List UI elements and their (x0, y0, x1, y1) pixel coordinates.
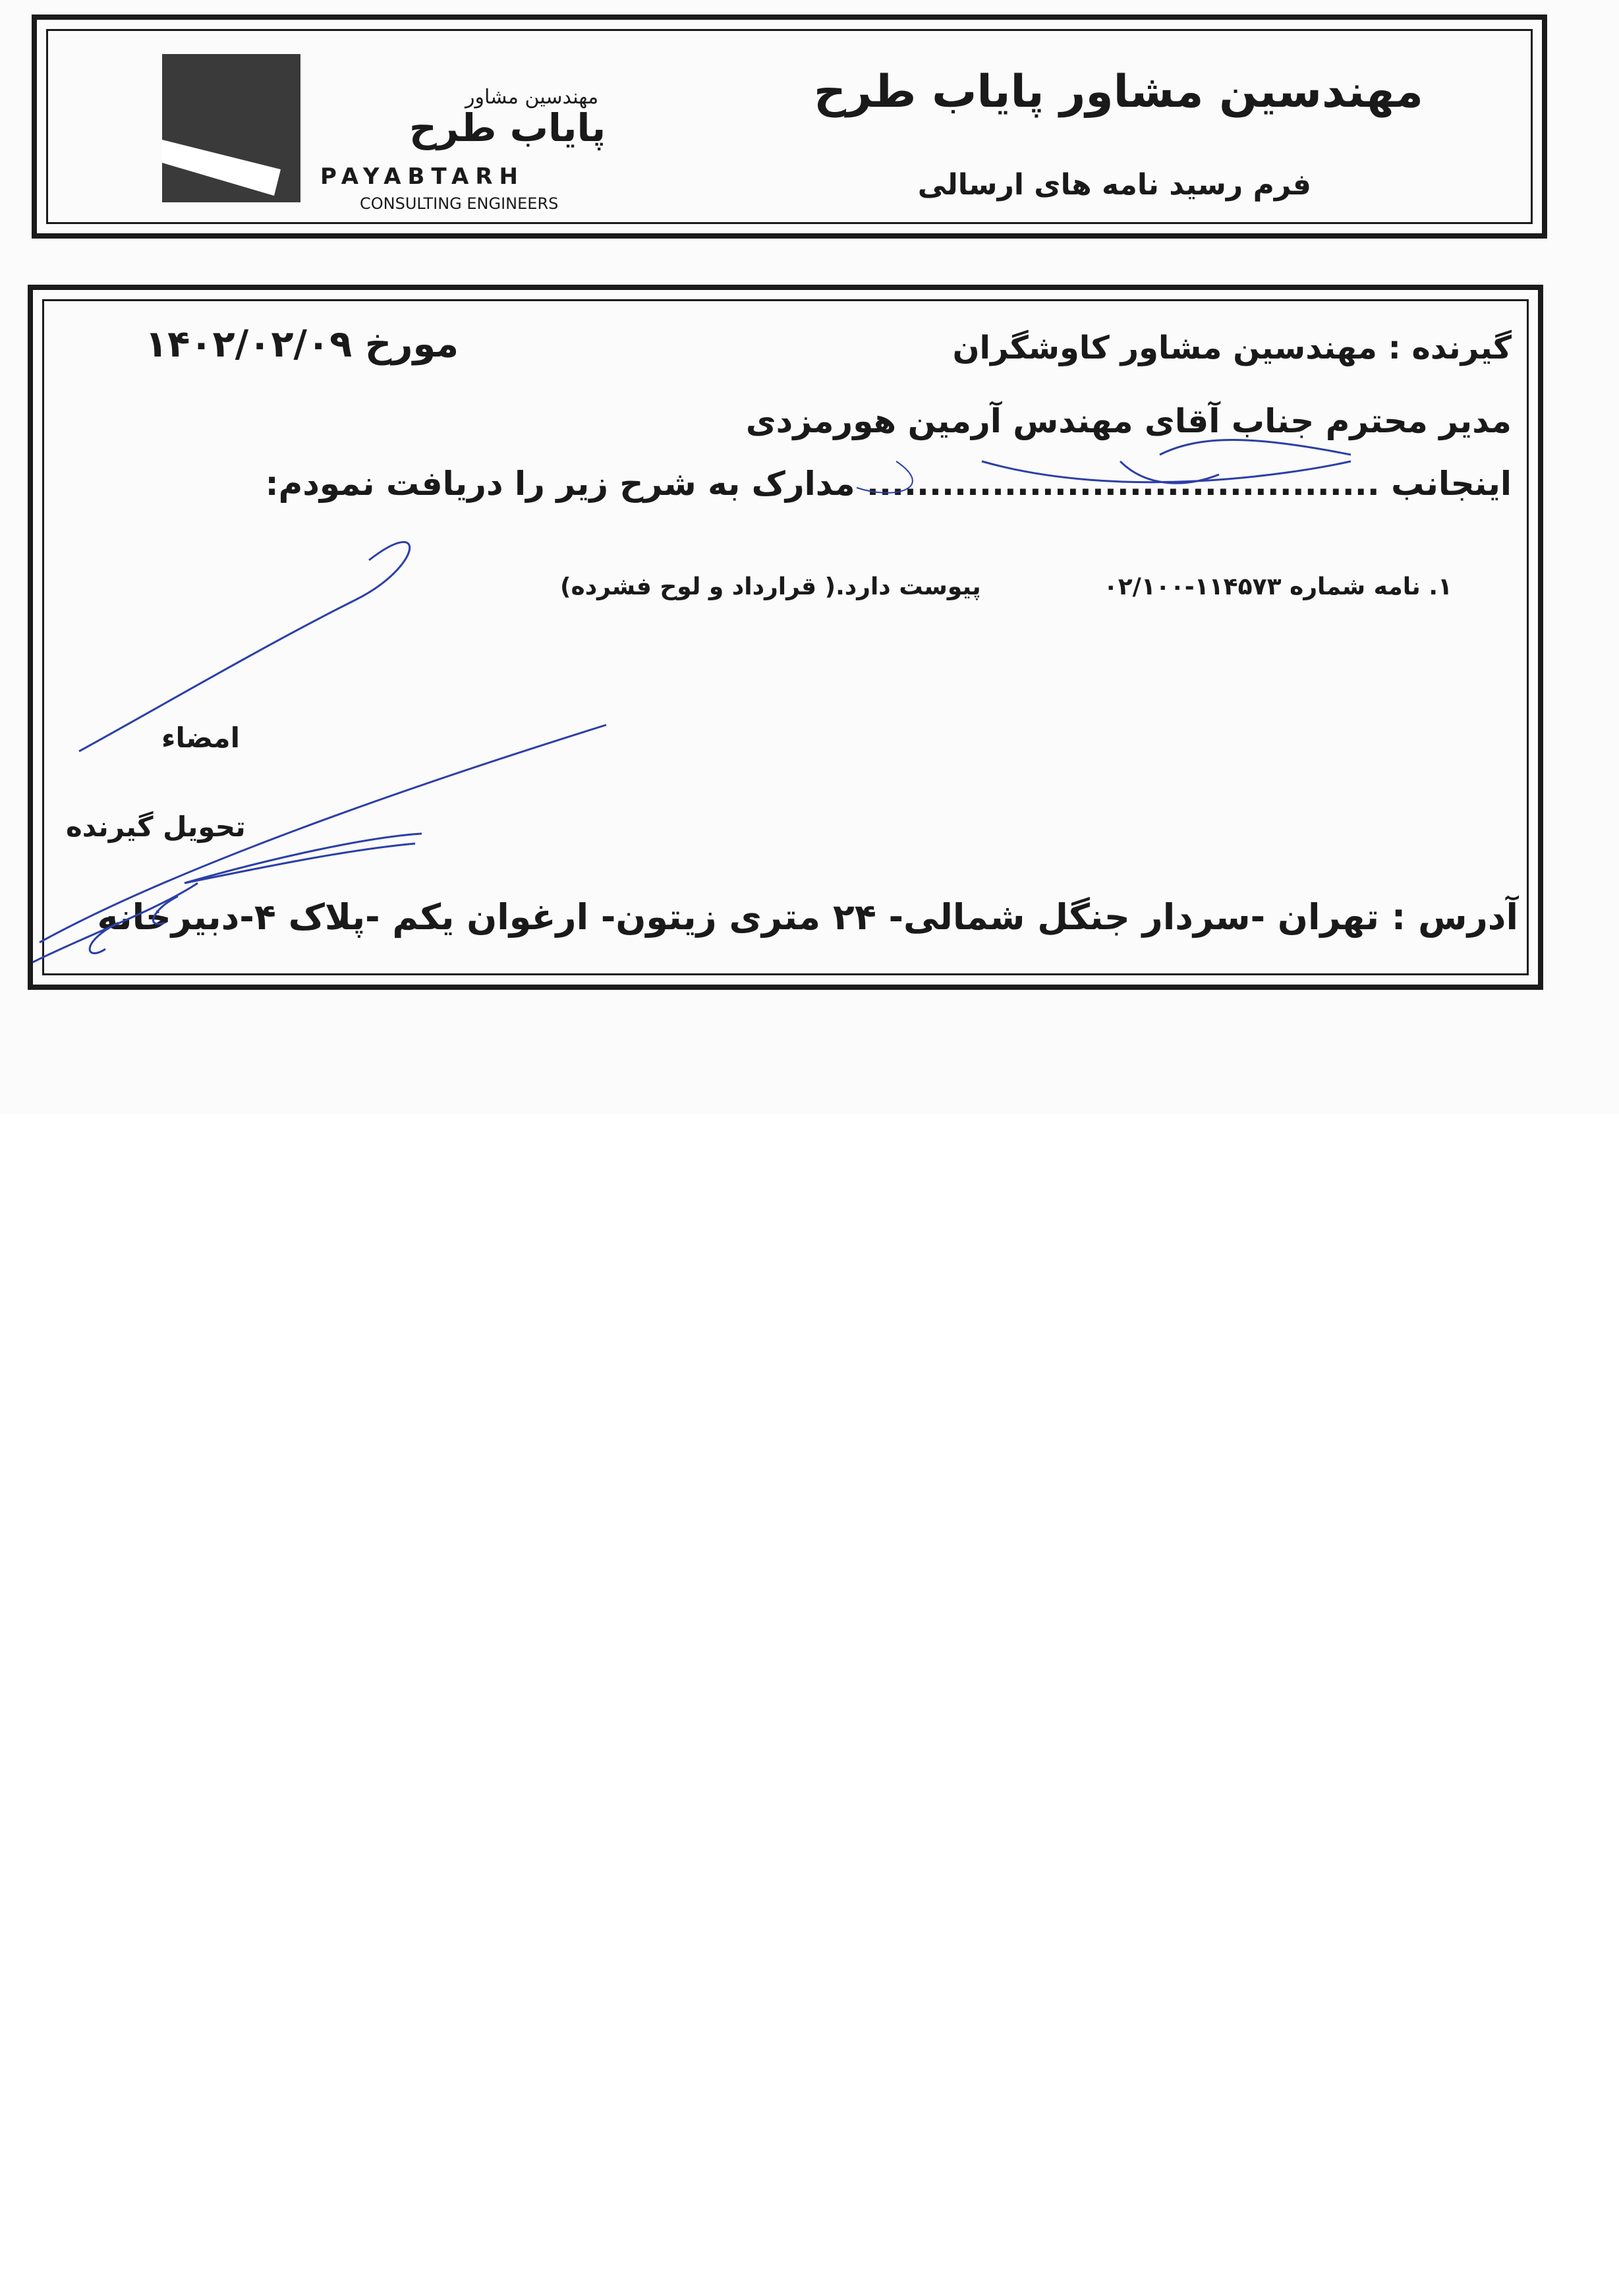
header-frame (32, 14, 1547, 239)
recipient-line: گیرنده : مهندسین مشاور کاوشگران (952, 330, 1512, 366)
logo-text-en-sub: CONSULTING ENGINEERS (360, 194, 559, 213)
logo-mark-graphic (162, 54, 300, 202)
letter-attachment: پیوست دارد.( قرارداد و لوح فشرده) (560, 573, 981, 600)
logo-text-fa-small: مهندسین مشاور (465, 86, 599, 109)
logo-text-en: PAYABTARH (320, 163, 525, 190)
logo-text-fa: پایاب طرح (409, 105, 606, 150)
receiver-label: تحویل گیرنده (66, 811, 246, 843)
date-line: مورخ ۱۴۰۲/۰۲/۰۹ (145, 323, 459, 366)
logo-mark (162, 54, 300, 202)
company-name: مهندسین مشاور پایاب طرح (814, 66, 1423, 118)
letter-item: ۱. نامه شماره ۱۱۴۵۷۳-۰۲/۱۰۰ (1103, 573, 1452, 600)
signature-label: امضاء (161, 722, 241, 754)
address-line: آدرس : تهران -سردار جنگل شمالی- ۲۴ متری زیتون- ارغوان یکم -پلاک ۴-دبیرخانه (97, 896, 1518, 938)
receipt-body-inner-frame (42, 299, 1529, 975)
undersigned-line: اینجانب ......................................... مدارک به شرح زیر را دریافت نمودم: (265, 465, 1512, 503)
manager-line: مدیر محترم جناب آقای مهندس آرمین هورمزدی (745, 402, 1512, 440)
receipt-body-frame (28, 285, 1543, 990)
form-title: فرم رسید نامه های ارسالی (917, 168, 1311, 202)
